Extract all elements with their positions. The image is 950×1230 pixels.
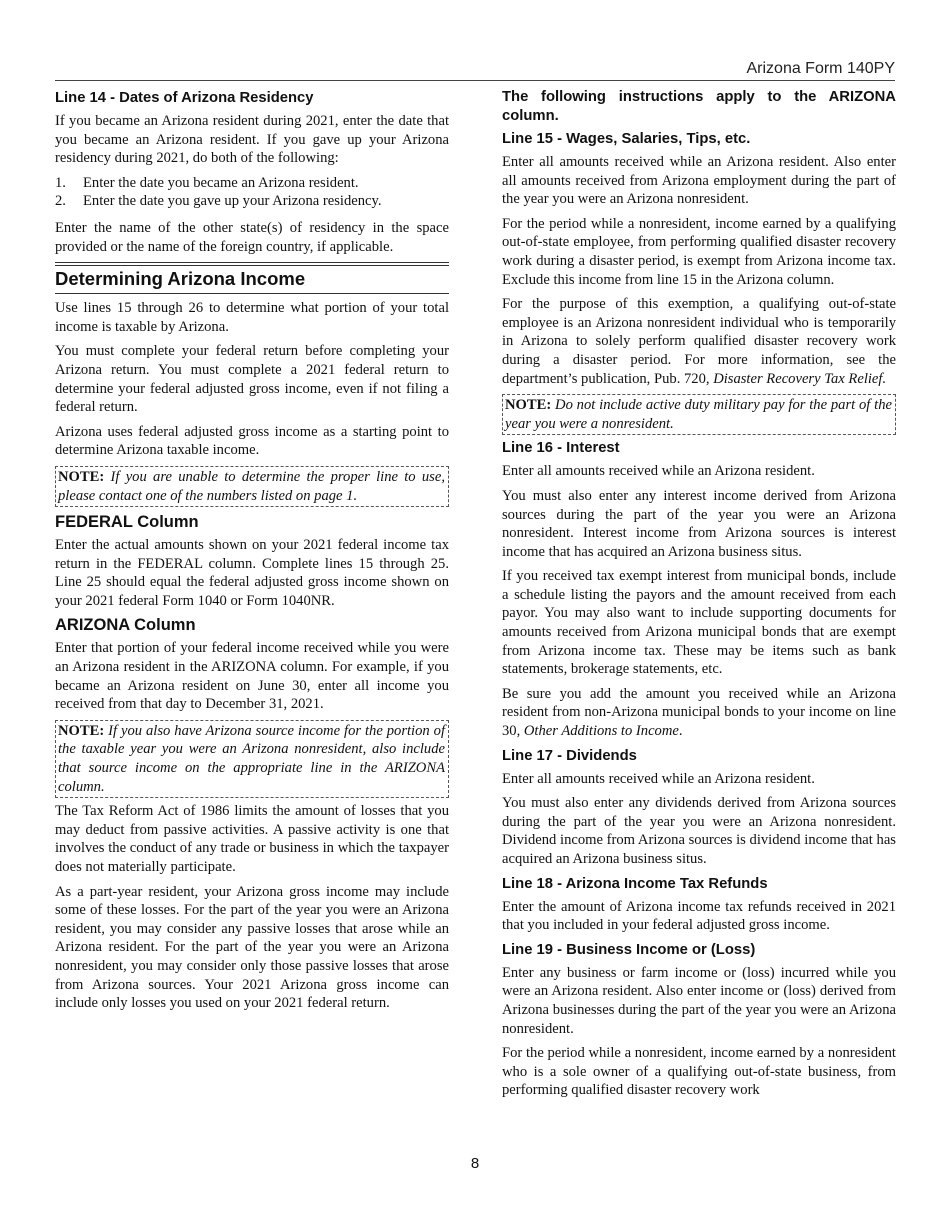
header-rule (55, 80, 895, 81)
list-text: Enter the date you gave up your Arizona residency. (83, 193, 382, 210)
line14-paragraph-2: Enter the name of the other state(s) of residency in the space provided or the name of the foreign country, if applicable. (55, 219, 449, 255)
line14-paragraph-1: If you became an Arizona resident during 2021, enter the date that you became an Arizona resident. If you gave up your Arizona residency during 2021, do both of the following: (55, 113, 449, 167)
list-number: 2. (55, 193, 66, 210)
line15-paragraph-3 (502, 295, 896, 388)
list-item (55, 174, 449, 193)
line17-heading: Line 17 - Dividends (502, 747, 637, 764)
note-label: NOTE: (58, 468, 105, 485)
right-column (502, 86, 896, 1106)
line15-heading: Line 15 - Wages, Salaries, Tips, etc. (502, 131, 751, 147)
line15-note (502, 394, 896, 435)
determining-income-title: Determining Arizona Income (55, 262, 449, 294)
line17-paragraph-1: Enter all amounts received while an Arizona resident. (502, 770, 815, 787)
note-label: NOTE: (505, 397, 552, 414)
line18-paragraph-1: Enter the amount of Arizona income tax refunds received in 2021 that you included in your federal adjusted gross income. (502, 898, 896, 934)
federal-column-heading: FEDERAL Column (55, 513, 199, 532)
line15-paragraph-2: For the period while a nonresident, income earned by a qualifying out-of-state employee, from performing qualified disaster recovery work during a disaster period, is exempt from Arizona income tax. Exclude this income from line 15 in the Arizona column. (502, 215, 896, 288)
publication-title: Disaster Recovery Tax Relief. (713, 370, 887, 387)
note-text: If you are unable to determine the proper line to use, please contact one of the numbers listed on page 1. (58, 468, 445, 504)
left-column (55, 86, 449, 1019)
line19-heading: Line 19 - Business Income or (Loss) (502, 941, 756, 958)
line16-paragraph-1: Enter all amounts received while an Arizona resident. (502, 463, 815, 480)
note-label: NOTE: (58, 722, 105, 739)
arizona-column-heading: ARIZONA Column (55, 616, 196, 635)
page-number: 8 (470, 1155, 480, 1172)
determining-paragraph-1: Use lines 15 through 26 to determine what portion of your total income is taxable by Arizona. (55, 300, 449, 335)
arizona-note (55, 720, 449, 798)
form-title: Arizona Form 140PY (746, 60, 895, 77)
arizona-paragraph-1: Enter that portion of your federal income received while you were an Arizona resident in the ARIZONA column. For example, if you became an Arizona resident on June 30, enter all income you received from that day to December 31, 2021. (55, 640, 449, 713)
arizona-paragraph-2: The Tax Reform Act of 1986 limits the amount of losses that you may deduct from passive activities. A passive activity is one that involves the conduct of any trade or business in which the taxpayer does not materially participate. (55, 803, 449, 875)
line16-heading: Line 16 - Interest (502, 440, 620, 457)
line16-p4-end: . (678, 723, 683, 740)
determining-paragraph-2: You must complete your federal return before completing your Arizona return. You must complete a 2021 federal return to determine your federal adjusted gross income, even if not filing a federal return. (55, 343, 449, 416)
determining-note (55, 466, 449, 507)
arizona-column-intro: The following instructions apply to the ARIZONA column. (502, 89, 896, 124)
line16-paragraph-4 (502, 685, 896, 741)
line14-heading: Line 14 - Dates of Arizona Residency (55, 90, 314, 106)
list-item (55, 192, 449, 211)
list-text: Enter the date you became an Arizona resident. (83, 174, 359, 191)
line15-paragraph-1: Enter all amounts received while an Arizona resident. Also enter all amounts received from Arizona employment during the part of the year you were an Arizona nonresident. (502, 154, 896, 208)
line16-paragraph-2: You must also enter any interest income derived from Arizona sources during the part of the year you were an Arizona nonresident. Interest income from Arizona sources is interest income that has acquired an Arizona business situs. (502, 487, 896, 560)
line16-p4-text: Be sure you add the amount you received while an Arizona resident from non-Arizona municipal bonds to your income on line 30, (502, 685, 896, 740)
note-text: Do not include active duty military pay for the part of the year you were a nonresident. (505, 397, 892, 432)
line16-paragraph-3: If you received tax exempt interest from municipal bonds, include a schedule listing the payors and the amount received from each payor. You may also want to include supporting documents for amounts received from Arizona municipal bonds that are exempt from Arizona income tax. These may be items such as bank statements, brokerage statements, etc. (502, 568, 896, 678)
note-text: If you also have Arizona source income for the portion of the taxable year you were an Arizona nonresident, also include that source income on the appropriate line in the ARIZONA column. (58, 722, 445, 795)
line18-heading: Line 18 - Arizona Income Tax Refunds (502, 875, 768, 892)
line30-reference: Other Additions to Income (523, 723, 679, 740)
federal-paragraph-1: Enter the actual amounts shown on your 2021 federal income tax return in the FEDERAL column. Complete lines 15 through 25. Line 25 should equal the federal adjusted gross income shown on your 2021 federal Form 1040 or Form 1040NR. (55, 537, 449, 609)
line15-p3-text: For the purpose of this exemption, a qualifying out-of-state employee is an Arizona nonresident individual who is temporarily in Arizona to solely perform qualified disaster recovery work during a disaster period. For more information, see the department’s publication, Pub. 720, (502, 296, 896, 387)
list-number: 1. (55, 174, 66, 191)
arizona-paragraph-3: As a part-year resident, your Arizona gross income may include some of these losses. For the part of the year you were an Arizona resident, you may consider any passive losses that arose while an Arizona resident. For the part of the year you were an Arizona nonresident, you may consider only those passive losses that arose from Arizona sources. Your 2021 Arizona gross income can include only losses you used on your 2021 federal return. (55, 883, 449, 1012)
line17-paragraph-2: You must also enter any dividends derived from Arizona sources during the part of the year you were an Arizona nonresident. Dividend income from Arizona sources is dividend income that has acquired an Arizona business situs. (502, 795, 896, 867)
line19-paragraph-1: Enter any business or farm income or (loss) incurred while you were an Arizona resident. Also enter income or (loss) derived from Arizona businesses during the part of the year you were an Arizona nonresident. (502, 964, 896, 1037)
line19-paragraph-2: For the period while a nonresident, income earned by a nonresident who is a sole owner of a qualifying out-of-state business, from performing qualified disaster recovery work (502, 1045, 896, 1099)
line14-list (55, 174, 449, 211)
determining-paragraph-3: Arizona uses federal adjusted gross income as a starting point to determine Arizona taxable income. (55, 423, 449, 459)
